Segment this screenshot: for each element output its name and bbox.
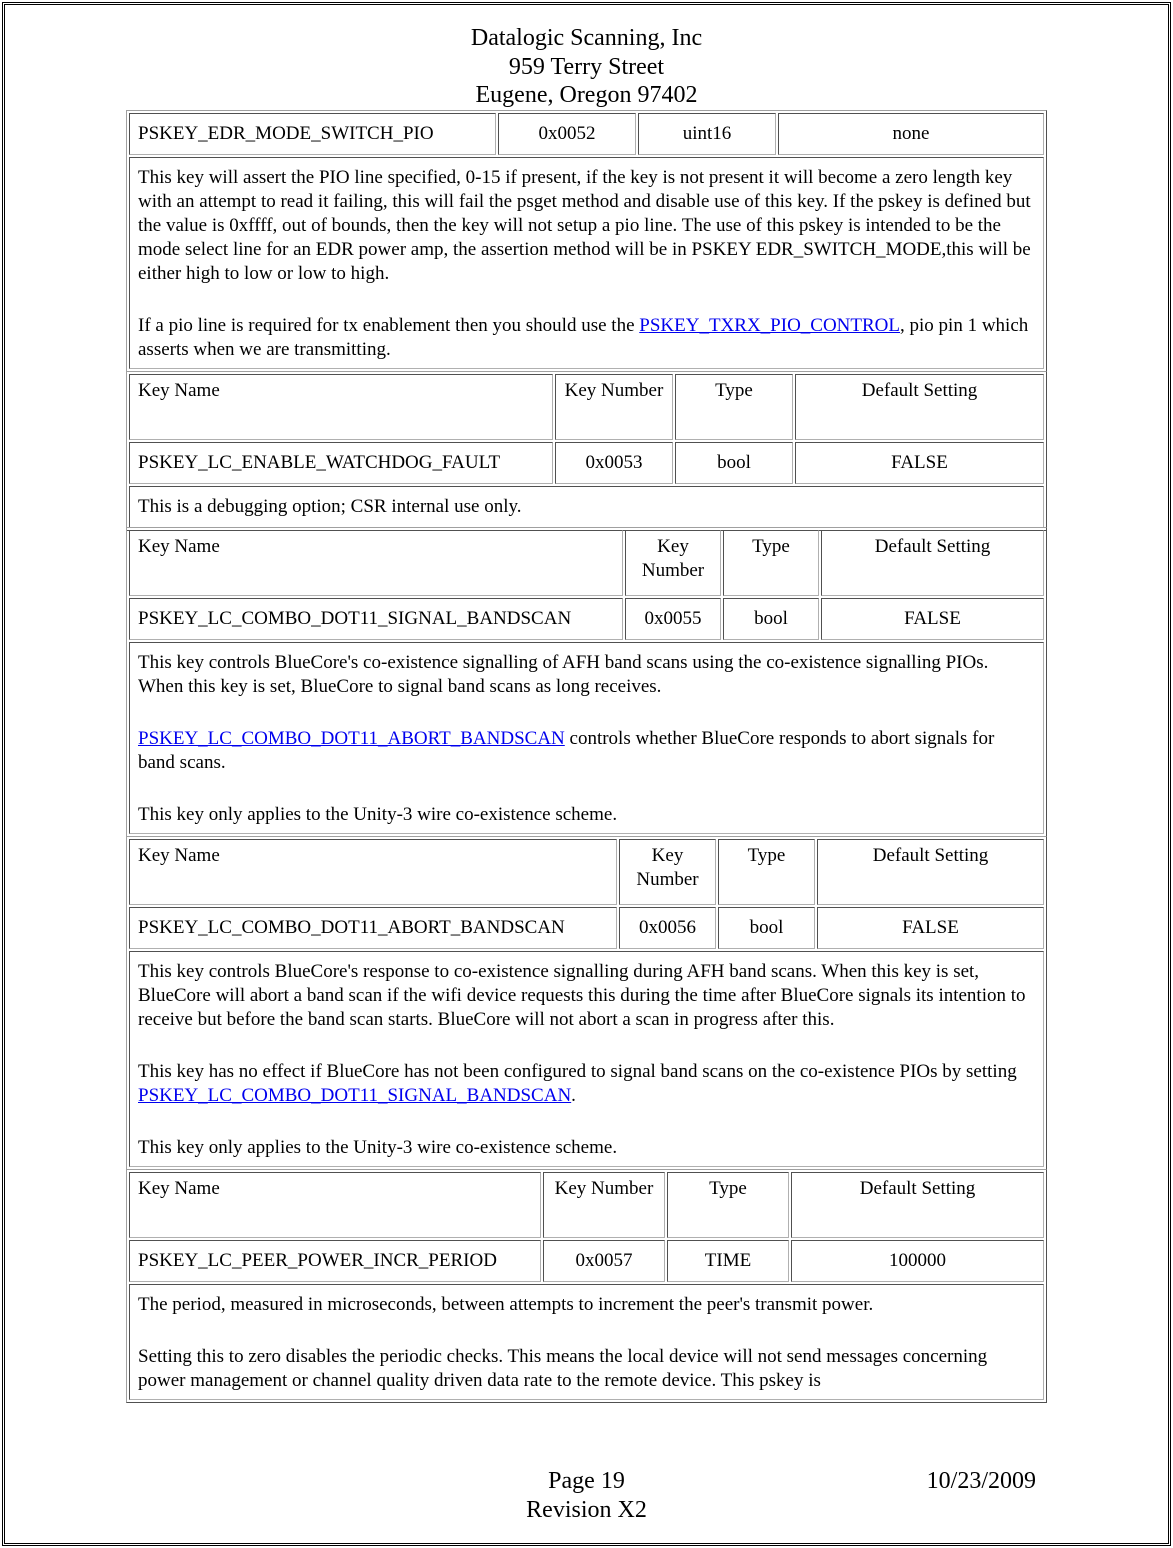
column-header-default-setting: Default Setting	[791, 1172, 1044, 1238]
column-header-key-name: Key Name	[129, 839, 617, 905]
column-header-type: Type	[667, 1172, 789, 1238]
key-name-cell: PSKEY_LC_PEER_POWER_INCR_PERIOD	[129, 1240, 541, 1282]
column-header-key-name: Key Name	[129, 1172, 541, 1238]
text-run: If a pio line is required for tx enablement then you should use the	[138, 315, 640, 336]
column-header-key-name: Key Name	[129, 530, 623, 596]
column-header-type: Type	[675, 374, 793, 440]
type-cell: uint16	[638, 113, 776, 155]
key-name-cell: PSKEY_LC_COMBO_DOT11_SIGNAL_BANDSCAN	[129, 598, 623, 640]
pskey-table-lc-combo-dot11-signal-bandscan	[126, 527, 1047, 837]
column-header-key-number: Key Number	[619, 839, 716, 905]
description-paragraph: Setting this to zero disables the periodic checks. This means the local device will not send messages concerning power management or channel quality driven data rate to the remote device. This pskey is	[138, 1346, 988, 1391]
description-cell: This is a debugging option; CSR internal use only.	[129, 486, 1044, 528]
column-header-default-setting: Default Setting	[821, 530, 1044, 596]
description-paragraph: This key will assert the PIO line specified, 0-15 if present, if the key is not present it will become a zero length key with an attempt to read it failing, this will fail the psget method and disable use of this key. If the pskey is defined but the value is 0xffff, out of bounds, then the key will not setup a pio line. The use of this pskey is intended to be the mode select line for an EDR power amp, the assertion method will be in PSKEY EDR_SWITCH_MODE,this will be either high to low or low to high.	[138, 167, 1031, 284]
revision-label: Revision X2	[526, 1496, 647, 1523]
description-paragraph	[138, 727, 1035, 775]
text-run: .	[571, 1085, 576, 1106]
description-paragraph	[138, 314, 1035, 362]
column-header-key-name: Key Name	[129, 374, 553, 440]
key-name-cell: PSKEY_LC_COMBO_DOT11_ABORT_BANDSCAN	[129, 907, 617, 949]
pskey-table-edr-mode-switch-pio	[126, 110, 1047, 372]
description-paragraph: This key only applies to the Unity-3 wire co-existence scheme.	[138, 804, 618, 825]
text-run: , pio pin 1 which asserts when we are transmitting.	[138, 315, 1029, 360]
column-header-key-number: Key Number	[625, 530, 721, 596]
company-city: Eugene, Oregon 97402	[475, 82, 698, 108]
description-cell	[129, 951, 1044, 1167]
key-name-cell: PSKEY_LC_ENABLE_WATCHDOG_FAULT	[129, 442, 553, 484]
column-header-default-setting: Default Setting	[817, 839, 1044, 905]
description-paragraph: The period, measured in microseconds, between attempts to increment the peer's transmit power.	[138, 1294, 874, 1315]
default-setting-cell: FALSE	[795, 442, 1044, 484]
key-number-cell: 0x0057	[543, 1240, 665, 1282]
footer-date: 10/23/2009	[926, 1468, 1036, 1494]
key-number-cell: 0x0056	[619, 907, 716, 949]
pskey-table-lc-enable-watchdog-fault	[126, 371, 1047, 531]
company-name: Datalogic Scanning, Inc	[470, 25, 703, 51]
column-header-key-number: Key Number	[555, 374, 673, 440]
page-number: Page 19	[548, 1468, 625, 1494]
type-cell: bool	[723, 598, 819, 640]
column-header-default-setting: Default Setting	[795, 374, 1044, 440]
text-run: This key has no effect if BlueCore has not been configured to signal band scans on the co-existence PIOs by setting	[138, 1061, 1017, 1082]
column-header-key-number: Key Number	[543, 1172, 665, 1238]
description-cell	[129, 1284, 1044, 1400]
column-header-type: Type	[718, 839, 815, 905]
description-paragraph: This key controls BlueCore's co-existence signalling of AFH band scans using the co-existence signalling PIOs. When this key is set, BlueCore to signal band scans as long receives.	[138, 652, 989, 697]
pskey-lc-combo-dot11-abort-bandscan-link[interactable]: PSKEY_LC_COMBO_DOT11_ABORT_BANDSCAN	[138, 728, 565, 749]
description-paragraph	[138, 1060, 1035, 1108]
description-cell	[129, 157, 1044, 369]
text-run: controls whether BlueCore responds to abort signals for band scans.	[138, 728, 995, 773]
company-street: 959 Terry Street	[508, 53, 665, 80]
pskey-table-lc-peer-power-incr-period	[126, 1169, 1047, 1403]
default-setting-cell: FALSE	[821, 598, 1044, 640]
page-header	[0, 24, 1173, 110]
key-number-cell: 0x0052	[498, 113, 636, 155]
pskey-lc-combo-dot11-signal-bandscan-link[interactable]: PSKEY_LC_COMBO_DOT11_SIGNAL_BANDSCAN	[138, 1085, 572, 1106]
type-cell: bool	[718, 907, 815, 949]
column-header-type: Type	[723, 530, 819, 596]
key-number-cell: 0x0055	[625, 598, 721, 640]
page-footer	[0, 1467, 1173, 1524]
default-setting-cell: none	[778, 113, 1044, 155]
default-setting-cell: FALSE	[817, 907, 1044, 949]
description-cell	[129, 642, 1044, 834]
default-setting-cell: 100000	[791, 1240, 1044, 1282]
type-cell: TIME	[667, 1240, 789, 1282]
key-name-cell: PSKEY_EDR_MODE_SWITCH_PIO	[129, 113, 496, 155]
description-paragraph: This key controls BlueCore's response to co-existence signalling during AFH band scans. When this key is set, BlueCore will abort a band scan if the wifi device requests this during the time after BlueCore signals its intention to receive but before the band scan starts. BlueCore will not abort a scan in progress after this.	[138, 961, 1026, 1030]
pskey-txrx-pio-control-link[interactable]: PSKEY_TXRX_PIO_CONTROL	[639, 315, 901, 336]
description-paragraph: This key only applies to the Unity-3 wire co-existence scheme.	[138, 1137, 618, 1158]
key-number-cell: 0x0053	[555, 442, 673, 484]
type-cell: bool	[675, 442, 793, 484]
pskey-table-lc-combo-dot11-abort-bandscan	[126, 836, 1047, 1170]
